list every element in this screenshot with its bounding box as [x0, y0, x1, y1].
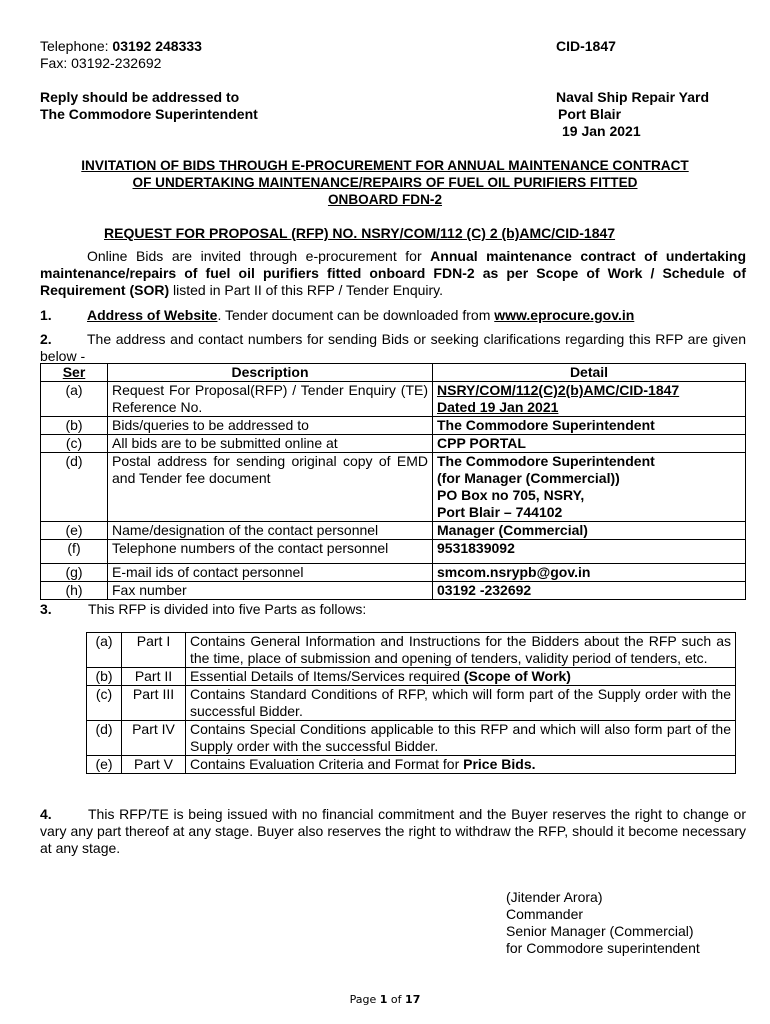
reply-line-2: The Commodore Superintendent — [40, 106, 258, 122]
intro-text-1: Online Bids are invited through e-procurement for — [87, 248, 431, 264]
detail-line: 03192 -232692 — [437, 582, 532, 598]
table-row — [87, 633, 736, 668]
table-row — [41, 417, 746, 435]
part-content-text: Contains General Information and Instructions for the Bidders about the RFP such as the time, place of submission and opening of tenders, validity period of tenders, etc. — [190, 633, 731, 666]
part-content — [186, 633, 736, 668]
row-detail — [433, 564, 746, 582]
row-ser: (c) — [41, 435, 108, 453]
part-content — [186, 668, 736, 686]
intro-paragraph — [40, 248, 746, 299]
telephone-number: 03192 248333 — [112, 38, 202, 54]
para-4-number: 4. — [40, 806, 52, 822]
title-line-1: INVITATION OF BIDS THROUGH E-PROCUREMENT FOR ANNUAL MAINTENANCE CONTRACT — [81, 158, 689, 173]
row-description: Bids/queries to be addressed to — [108, 417, 433, 435]
rfp-number: REQUEST FOR PROPOSAL (RFP) NO. NSRY/COM/112 (C) 2 (b)AMC/CID-1847 — [104, 225, 616, 241]
table-row — [41, 540, 746, 564]
table-row — [87, 721, 736, 756]
fax-line: Fax: 03192-232692 — [40, 55, 162, 71]
table-row — [41, 564, 746, 582]
signatory-rank: Commander — [506, 906, 584, 922]
row-description: All bids are to be submitted online at — [108, 435, 433, 453]
title-line-3: ONBOARD FDN-2 — [327, 192, 443, 207]
part-name: Part IV — [122, 721, 186, 756]
detail-line: Port Blair – 744102 — [437, 504, 563, 520]
signatory-for: for Commodore superintendent — [506, 940, 700, 956]
row-ser: (a) — [41, 382, 108, 417]
para-2 — [40, 331, 746, 365]
para-1-text — [87, 307, 634, 324]
detail-line: 9531839092 — [437, 540, 515, 556]
page-number: 1 — [379, 993, 388, 1006]
table-row — [87, 756, 736, 774]
part-ser: (b) — [87, 668, 122, 686]
contact-table — [40, 363, 746, 600]
table-row — [41, 382, 746, 417]
part-name: Part V — [122, 756, 186, 774]
telephone-line — [40, 38, 202, 55]
row-ser: (b) — [41, 417, 108, 435]
letter-date: 19 Jan 2021 — [562, 123, 641, 139]
detail-line: Dated 19 Jan 2021 — [437, 399, 559, 415]
row-description: Telephone numbers of the contact personnel — [108, 540, 433, 564]
signatory-name: (Jitender Arora) — [506, 889, 603, 905]
row-ser: (f) — [41, 540, 108, 564]
row-description: Postal address for sending original copy of EMD and Tender fee document — [108, 453, 433, 522]
of-word: of — [387, 993, 406, 1006]
para-2-number: 2. — [40, 331, 52, 347]
row-detail — [433, 522, 746, 540]
row-description: Request For Proposal(RFP) / Tender Enquiry (TE) Reference No. — [108, 382, 433, 417]
part-ser: (d) — [87, 721, 122, 756]
row-description: Fax number — [108, 582, 433, 600]
table-row — [41, 453, 746, 522]
telephone-label: Telephone: — [40, 38, 113, 54]
part-ser: (c) — [87, 686, 122, 721]
part-content — [186, 756, 736, 774]
para-3-number: 3. — [40, 601, 52, 617]
row-detail — [433, 435, 746, 453]
para-2-text: The address and contact numbers for sending Bids or seeking clarifications regarding this RFP are given below - — [40, 331, 746, 364]
org-line-2: Port Blair — [558, 106, 622, 122]
table-row — [87, 668, 736, 686]
row-detail — [433, 382, 746, 417]
row-detail — [433, 582, 746, 600]
para-1-number: 1. — [40, 307, 52, 323]
row-detail — [433, 540, 746, 564]
header-description: Description — [108, 364, 433, 382]
row-detail — [433, 417, 746, 435]
row-description: Name/designation of the contact personnel — [108, 522, 433, 540]
part-content-bold: (Scope of Work) — [463, 668, 571, 684]
org-line-1: Naval Ship Repair Yard — [556, 89, 710, 105]
table-row — [87, 686, 736, 721]
row-ser: (d) — [41, 453, 108, 522]
part-content-text: Essential Details of Items/Services required — [190, 668, 464, 684]
intro-text-3: listed in Part II of this RFP / Tender Enquiry. — [169, 282, 444, 298]
part-content-text: Contains Standard Conditions of RFP, which will form part of the Supply order with the successful Bidder. — [190, 686, 731, 719]
row-ser: (g) — [41, 564, 108, 582]
detail-line: The Commodore Superintendent — [437, 453, 655, 469]
para-4-text: This RFP/TE is being issued with no financial commitment and the Buyer reserves the right to change or vary any part thereof at any stage. Buyer also reserves the right to withdraw the RFP, should it become necessary at any stage. — [40, 806, 746, 856]
para-4 — [40, 806, 746, 857]
part-name: Part III — [122, 686, 186, 721]
part-content-text: Contains Special Conditions applicable to this RFP and which will also form part of the Supply order with the successful Bidder. — [190, 721, 731, 754]
row-detail — [433, 453, 746, 522]
table-row — [41, 522, 746, 540]
part-content-bold: Price Bids. — [463, 756, 536, 772]
detail-line: NSRY/COM/112(C)2(b)AMC/CID-1847 — [437, 382, 680, 398]
page-footer — [0, 993, 770, 1006]
eprocure-link[interactable]: www.eprocure.gov.in — [494, 307, 635, 323]
cid-number: CID-1847 — [556, 38, 616, 54]
row-description: E-mail ids of contact personnel — [108, 564, 433, 582]
page-total: 17 — [405, 993, 421, 1006]
signatory-designation: Senior Manager (Commercial) — [506, 923, 694, 939]
parts-table — [86, 632, 736, 774]
email-address[interactable]: smcom.nsrypb@gov.in — [437, 564, 591, 580]
header-ser — [41, 364, 108, 382]
part-content — [186, 721, 736, 756]
title-line-2: OF UNDERTAKING MAINTENANCE/REPAIRS OF FUEL OIL PURIFIERS FITTED — [132, 175, 638, 190]
detail-line: (for Manager (Commercial)) — [437, 470, 620, 486]
row-ser: (e) — [41, 522, 108, 540]
table-row — [41, 435, 746, 453]
website-heading: Address of Website — [87, 307, 218, 323]
part-name: Part I — [122, 633, 186, 668]
part-ser: (a) — [87, 633, 122, 668]
detail-line: Manager (Commercial) — [437, 522, 588, 538]
part-name: Part II — [122, 668, 186, 686]
intro-text-bold: Annual maintenance contract of undertaking maintenance/repairs of fuel oil purifiers fitted onboard FDN-2 as per Scope of Work / Schedule of Requirement (SOR) — [40, 248, 746, 298]
header-detail: Detail — [433, 364, 746, 382]
part-content — [186, 686, 736, 721]
part-content-text: Contains Evaluation Criteria and Format for — [190, 756, 464, 772]
part-ser: (e) — [87, 756, 122, 774]
row-ser: (h) — [41, 582, 108, 600]
para-3-text: This RFP is divided into five Parts as follows: — [88, 601, 367, 617]
detail-line: PO Box no 705, NSRY, — [437, 487, 585, 503]
page-word: Page — [349, 993, 380, 1006]
header-ser-label: Ser — [62, 364, 86, 380]
reply-line-1: Reply should be addressed to — [40, 89, 240, 105]
para-1-body: . Tender document can be downloaded from — [217, 307, 495, 323]
detail-line: The Commodore Superintendent — [437, 417, 655, 433]
table-row — [41, 582, 746, 600]
table-header-row — [41, 364, 746, 382]
detail-line: CPP PORTAL — [437, 435, 526, 451]
